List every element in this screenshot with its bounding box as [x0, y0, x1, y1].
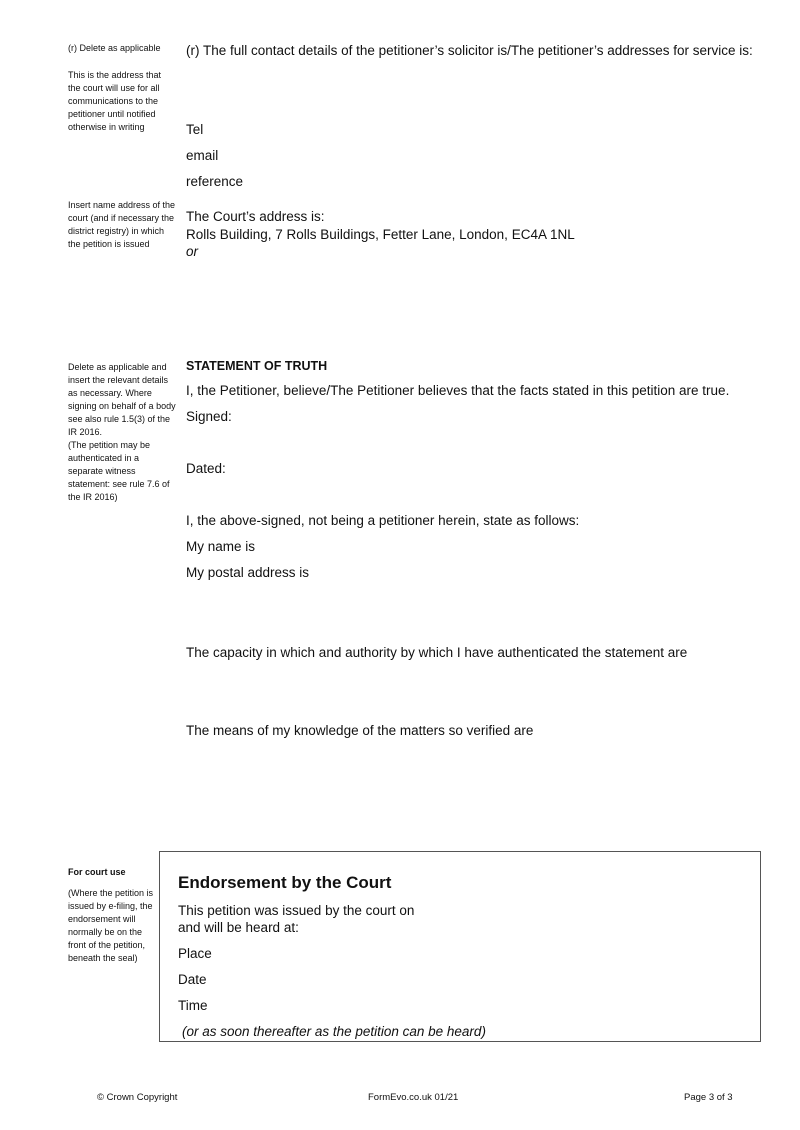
place-label: Place [178, 946, 212, 961]
endorsement-box [159, 851, 761, 1042]
signed-label: Signed: [186, 409, 232, 424]
means-of-knowledge-label: The means of my knowledge of the matters so verified are [186, 723, 534, 738]
form-reference: FormEvo.co.uk 01/21 [368, 1092, 459, 1103]
endorsement-title: Endorsement by the Court [178, 873, 392, 892]
or-text: or [186, 244, 199, 259]
court-address-note: Insert name address of the court (and if necessary the district registry) in which the petition is issued [68, 200, 176, 249]
time-label: Time [178, 998, 208, 1013]
capacity-label: The capacity in which and authority by which I have authenticated the statement are [186, 645, 688, 660]
soon-thereafter-note: (or as soon thereafter as the petition can be heard) [182, 1024, 486, 1039]
statement-side-note: Delete as applicable and insert the relevant details as necessary. Where signing on behalf of a body see also rule 1.5(3) of the IR 2016. (The petition may be authenticated in a separate witness statement: see rule 7.6 of the IR 2016) [68, 362, 176, 502]
court-use-note: (Where the petition is issued by e-filing, the endorsement will normally be on the front of the petition, beneath the seal) [68, 888, 154, 963]
postal-address-label: My postal address is [186, 565, 310, 580]
contact-details-heading: (r) The full contact details of the petitioner’s solicitor is/The petitioner’s addresses for service is: [186, 43, 753, 58]
tel-label: Tel [186, 122, 204, 137]
address-for-service-note: This is the address that the court will use for all communications to the petitioner until notified otherwise in writing [68, 70, 162, 132]
issued-line: This petition was issued by the court on [178, 903, 415, 918]
belief-statement: I, the Petitioner, believe/The Petitioner believes that the facts stated in this petition are true. [186, 383, 730, 398]
heard-line: and will be heard at: [178, 920, 299, 935]
my-name-label: My name is [186, 539, 256, 554]
delete-as-applicable-note: (r) Delete as applicable [68, 43, 161, 53]
court-address-label: The Court’s address is: [186, 209, 325, 224]
for-court-use-label: For court use [68, 867, 126, 877]
page-number: Page 3 of 3 [684, 1092, 733, 1103]
email-label: email [186, 148, 219, 163]
court-address: Rolls Building, 7 Rolls Buildings, Fetter Lane, London, EC4A 1NL [186, 227, 575, 242]
above-signed-statement: I, the above-signed, not being a petitioner herein, state as follows: [186, 513, 580, 528]
date-label: Date [178, 972, 207, 987]
crown-copyright: © Crown Copyright [97, 1092, 178, 1103]
reference-label: reference [186, 174, 244, 189]
statement-of-truth-title: STATEMENT OF TRUTH [186, 359, 328, 373]
dated-label: Dated: [186, 461, 226, 476]
